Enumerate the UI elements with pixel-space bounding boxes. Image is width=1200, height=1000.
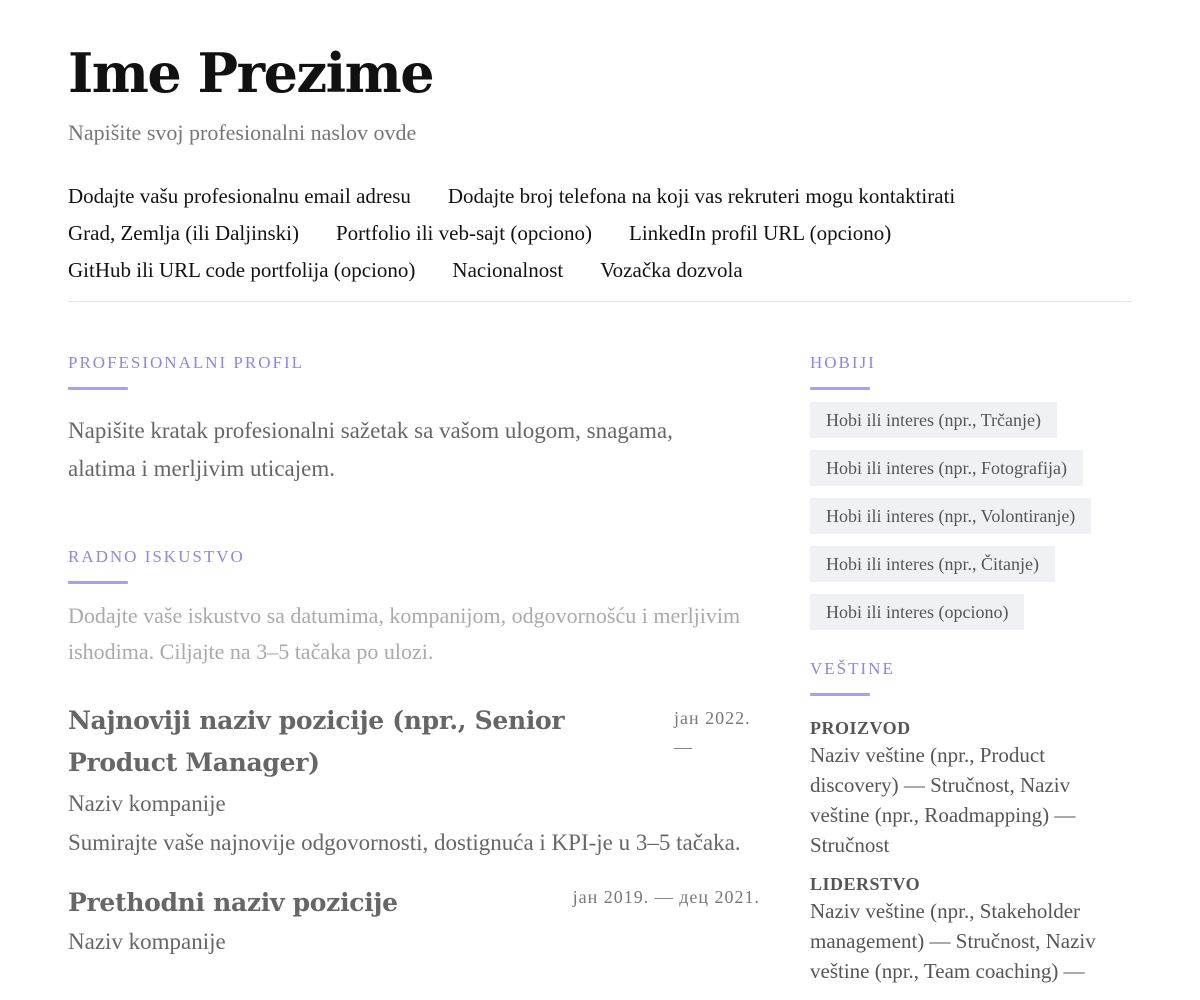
company-name: Naziv kompanije [68,791,226,816]
hobby-tag: Hobi ili interes (opciono) [810,594,1024,630]
sidebar-column [810,352,1140,986]
skills-section [810,658,1140,986]
section-title: RADNO ISKUSTVO [68,547,245,566]
section-title: VEŠTINE [810,659,895,678]
hobby-tag: Hobi ili interes (npr., Fotografija) [810,450,1083,486]
hobby-tag: Hobi ili interes (npr., Volontiranje) [810,498,1091,534]
experience-hint: Dodajte vaše iskustvo sa datumima, kompanijom, odgovornošću i merljivim ishodima. Ciljajte na 3–5 tačaka po ulozi. [68,603,741,664]
contact-portfolio[interactable]: Portfolio ili veb-sajt (opciono) [335,221,592,245]
job-entry [68,700,768,862]
header-divider [68,301,1132,302]
resume-name: Ime Prezime [68,41,434,105]
hobby-list [810,402,1140,642]
contact-github[interactable]: GitHub ili URL code portfolija (opciono) [68,258,416,282]
contact-nationality: Nacionalnost [452,258,564,282]
job-title: Prethodni naziv pozicije [68,888,398,917]
skill-category: PROIZVOD [810,718,911,738]
section-underline [810,387,870,390]
contact-location: Grad, Zemlja (ili Daljinski) [68,221,299,245]
contact-drivers-license: Vozačka dozvola [600,258,743,282]
skill-list: Naziv veštine (npr., Stakeholder management) — Stručnost, Naziv veštine (npr., Team coaching) — [810,899,1096,983]
contact-row [68,252,1148,289]
section-underline [68,581,128,584]
job-entry [68,882,768,960]
section-underline [68,387,128,390]
contact-row [68,178,1148,215]
professional-headline: Napišite svoj profesionalni naslov ovde [68,120,417,145]
section-title: HOBIJI [810,353,876,372]
job-dates: јан 2019. — дец 2021. [572,887,760,907]
section-title: PROFESIONALNI PROFIL [68,353,304,372]
experience-section [68,546,768,960]
contact-row [68,215,1148,252]
company-name: Naziv kompanije [68,929,226,954]
profile-section [68,352,768,488]
job-dates: јан 2022. — [674,708,751,757]
main-column [68,352,768,960]
skill-category: LIDERSTVO [810,874,921,894]
section-underline [810,693,870,696]
job-title: Najnoviji naziv pozicije (npr., Senior Product Manager) [68,706,565,777]
skill-list: Naziv veštine (npr., Product discovery) — Stručnost, Naziv veštine (npr., Roadmapping) — Stručnost [810,743,1076,857]
contact-linkedin[interactable]: LinkedIn profil URL (opciono) [629,221,892,245]
hobby-tag: Hobi ili interes (npr., Čitanje) [810,546,1055,582]
contact-phone[interactable]: Dodajte broj telefona na koji vas rekruteri mogu kontaktirati [447,184,956,208]
hobby-tag: Hobi ili interes (npr., Trčanje) [810,402,1057,438]
profile-summary: Napišite kratak profesionalni sažetak sa vašom ulogom, snagama, alatima i merljivim uticajem. [68,418,673,481]
skill-group [810,872,1140,986]
skill-group [810,716,1140,860]
contact-email[interactable]: Dodajte vašu profesionalnu email adresu [68,184,411,208]
contact-info [68,178,1148,289]
hobbies-section [810,352,1140,642]
job-description: Sumirajte vaše najnovije odgovornosti, dostignuća i KPI-je u 3–5 tačaka. [68,830,741,855]
